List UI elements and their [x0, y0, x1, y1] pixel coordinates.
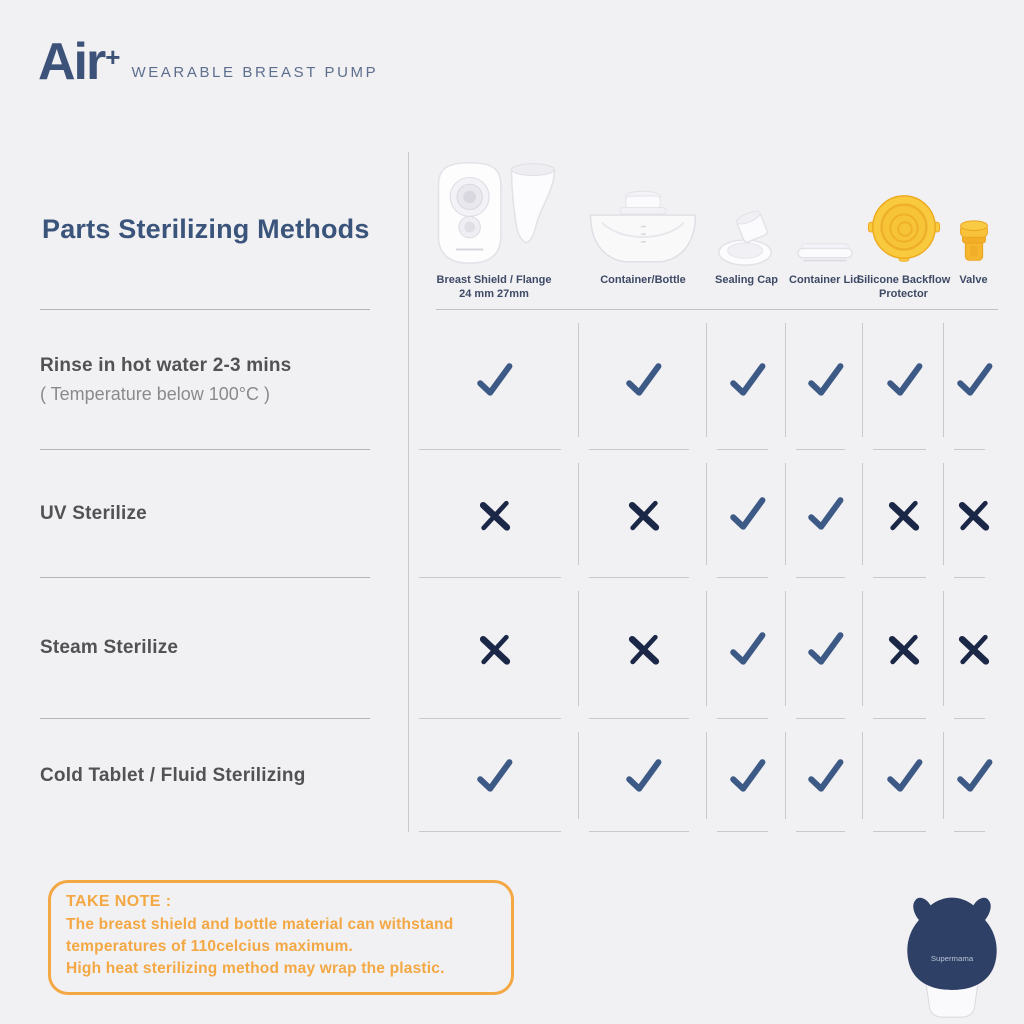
part-column-container-bottle	[579, 152, 707, 309]
note-title: TAKE NOTE :	[66, 893, 172, 910]
mark-cell-r2-c0-cross	[409, 578, 579, 719]
part-label: Breast Shield / Flange 24 mm 27mm	[436, 274, 552, 301]
mark-cell-r3-c5-check	[944, 719, 1003, 832]
part-label: Valve	[959, 274, 988, 286]
brand-logo	[38, 33, 379, 91]
wearable-pump-icon	[897, 886, 1007, 1022]
mark-cell-r0-c0-check	[409, 310, 579, 450]
check-icon	[803, 627, 847, 671]
mark-cell-r0-c4-check	[863, 310, 944, 450]
breast-shield-flange-icon	[419, 156, 569, 268]
mark-cell-r2-c5-cross	[944, 578, 1003, 719]
mark-cell-r1-c0-cross	[409, 450, 579, 578]
cross-icon	[885, 496, 922, 533]
check-icon	[725, 754, 769, 798]
check-icon	[882, 754, 926, 798]
valve-icon	[951, 218, 997, 268]
mark-cell-r3-c3-check	[786, 719, 863, 832]
part-column-breast-shield	[409, 152, 579, 309]
check-icon	[803, 754, 847, 798]
check-icon	[803, 358, 847, 402]
mark-cell-r0-c3-check	[786, 310, 863, 450]
mark-cell-r0-c2-check	[707, 310, 786, 450]
cross-icon	[885, 630, 922, 667]
cross-icon	[955, 496, 992, 533]
brand-tagline: WEARABLE BREAST PUMP	[131, 64, 379, 81]
mark-cell-r1-c4-cross	[863, 450, 944, 578]
check-icon	[952, 358, 996, 402]
mark-cell-r3-c1-check	[579, 719, 707, 832]
mark-cell-r3-c2-check	[707, 719, 786, 832]
product-image	[897, 886, 1007, 1024]
part-label: Silicone Backflow Protector	[856, 274, 951, 301]
check-icon	[952, 754, 996, 798]
note-line: High heat sterilizing method may wrap the plastic.	[66, 960, 445, 977]
mark-cell-r3-c4-check	[863, 719, 944, 832]
container-lid-icon	[791, 240, 859, 268]
check-icon	[472, 754, 516, 798]
cross-icon	[625, 630, 662, 667]
note-line: temperatures of 110celcius maximum.	[66, 938, 353, 955]
part-label: Container/Bottle	[600, 274, 686, 286]
container-bottle-icon	[581, 186, 705, 268]
silicone-backflow-protector-icon	[867, 192, 941, 268]
part-label: Container Lid	[789, 274, 860, 286]
mark-cell-r0-c1-check	[579, 310, 707, 450]
mark-cell-r3-c0-check	[409, 719, 579, 832]
method-labels	[40, 310, 370, 832]
mark-cell-r1-c1-cross	[579, 450, 707, 578]
method-row-rinse: Rinse in hot water 2-3 mins ( Temperature below 100°C )	[40, 310, 370, 450]
check-icon	[621, 754, 665, 798]
check-icon	[621, 358, 665, 402]
check-icon	[803, 492, 847, 536]
mark-cell-r0-c5-check	[944, 310, 1003, 450]
cross-icon	[476, 496, 513, 533]
check-icon	[725, 358, 769, 402]
mark-cell-r2-c3-check	[786, 578, 863, 719]
mark-cell-r1-c3-check	[786, 450, 863, 578]
check-icon	[725, 627, 769, 671]
check-icon	[472, 358, 516, 402]
parts-header-row	[409, 152, 1003, 309]
mark-cell-r1-c2-check	[707, 450, 786, 578]
brand-plus: +	[105, 42, 121, 72]
sealing-cap-icon	[713, 208, 781, 268]
part-column-valve	[944, 152, 1003, 309]
page-title: Parts Sterilizing Methods	[42, 214, 370, 244]
cross-icon	[955, 630, 992, 667]
marks-grid	[409, 310, 1003, 832]
product-brand-text: Supermama	[930, 953, 974, 963]
check-icon	[882, 358, 926, 402]
mark-cell-r2-c2-check	[707, 578, 786, 719]
brand-wordmark: Air	[38, 33, 105, 91]
part-label: Sealing Cap	[715, 274, 778, 286]
method-row-cold-tablet: Cold Tablet / Fluid Sterilizing	[40, 764, 306, 786]
take-note-box	[48, 880, 514, 995]
mark-cell-r2-c4-cross	[863, 578, 944, 719]
method-row-uv: UV Sterilize	[40, 450, 370, 578]
check-icon	[725, 492, 769, 536]
part-column-backflow-protector	[856, 152, 951, 309]
method-row-steam: Steam Sterilize	[40, 578, 370, 719]
note-line: The breast shield and bottle material can withstand	[66, 916, 454, 933]
cross-icon	[476, 630, 513, 667]
mark-cell-r2-c1-cross	[579, 578, 707, 719]
mark-cell-r1-c5-cross	[944, 450, 1003, 578]
cross-icon	[625, 496, 662, 533]
